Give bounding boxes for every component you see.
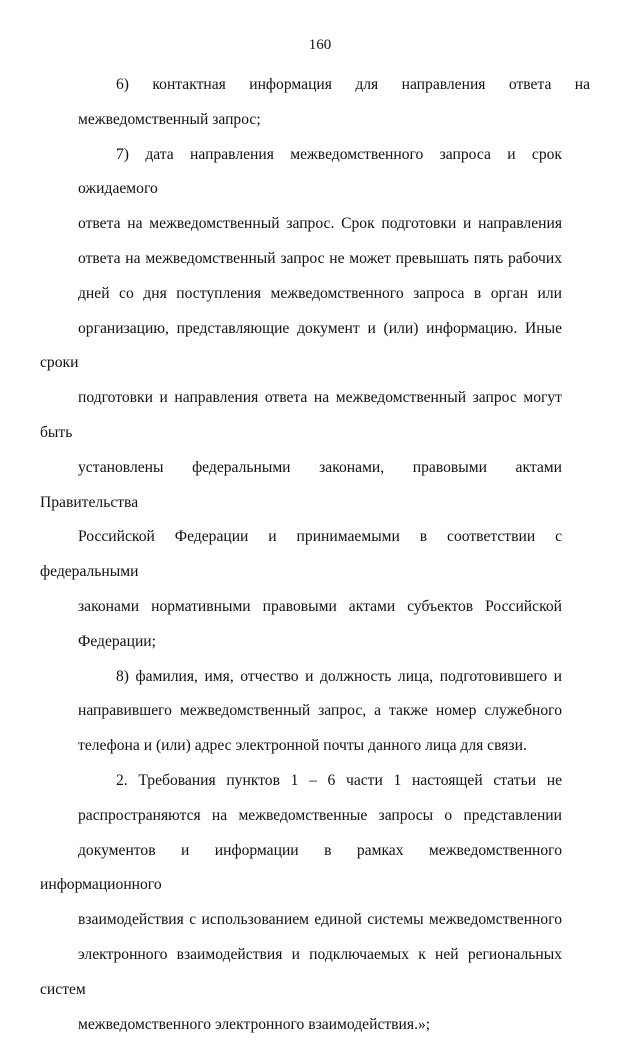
text-line: 6) контактная информация для направления ответа на — [116, 76, 591, 93]
text-line: Федерации; — [78, 632, 156, 650]
text-line: ответа на межведомственный запрос. Срок подготовки и направления — [78, 215, 562, 233]
text-line: межведомственный запрос; — [78, 110, 261, 128]
text-line: распространяются на межведомственные запросы о представлении — [78, 806, 562, 824]
text-line: подготовки и направления ответа на межведомственный запрос могут быть — [40, 389, 562, 441]
text-line: организацию, представляющие документ и (или) информацию. Иные сроки — [40, 319, 562, 372]
paragraph-item-6 — [78, 68, 591, 138]
text-line: взаимодействия с использованием единой системы межведомственного — [78, 911, 562, 929]
paragraph-part-2 — [40, 764, 562, 1042]
document-body — [40, 68, 591, 1042]
text-line: межведомственного электронного взаимодействия.»; — [78, 1015, 431, 1033]
text-line: 2. Требования пунктов 1 – 6 части 1 настоящей статьи не — [116, 771, 562, 789]
text-line: ответа на межведомственный запрос не может превышать пять рабочих — [78, 249, 562, 267]
text-line: документов и информации в рамках межведомственного информационного — [40, 841, 562, 894]
paragraph-item-7 — [40, 138, 562, 660]
text-line: установлены федеральными законами, правовыми актами Правительства — [40, 458, 562, 511]
text-line: направившего межведомственный запрос, а также номер служебного — [78, 702, 562, 720]
text-line: законами нормативными правовыми актами субъектов Российской — [78, 597, 562, 615]
text-line: Российской Федерации и принимаемыми в соответствии с федеральными — [40, 528, 562, 581]
text-line: телефона и (или) адрес электронной почты данного лица для связи. — [78, 737, 527, 755]
text-line: 7) дата направления межведомственного запроса и срок ожидаемого — [78, 145, 562, 198]
text-line: 8) фамилия, имя, отчество и должность лица, подготовившего и — [116, 667, 562, 685]
text-line: дней со дня поступления межведомственного запроса в орган или — [78, 284, 562, 302]
paragraph-item-8 — [78, 660, 562, 764]
page-number: 160 — [308, 37, 332, 53]
text-line: электронного взаимодействия и подключаемых к ней региональных систем — [40, 945, 562, 998]
